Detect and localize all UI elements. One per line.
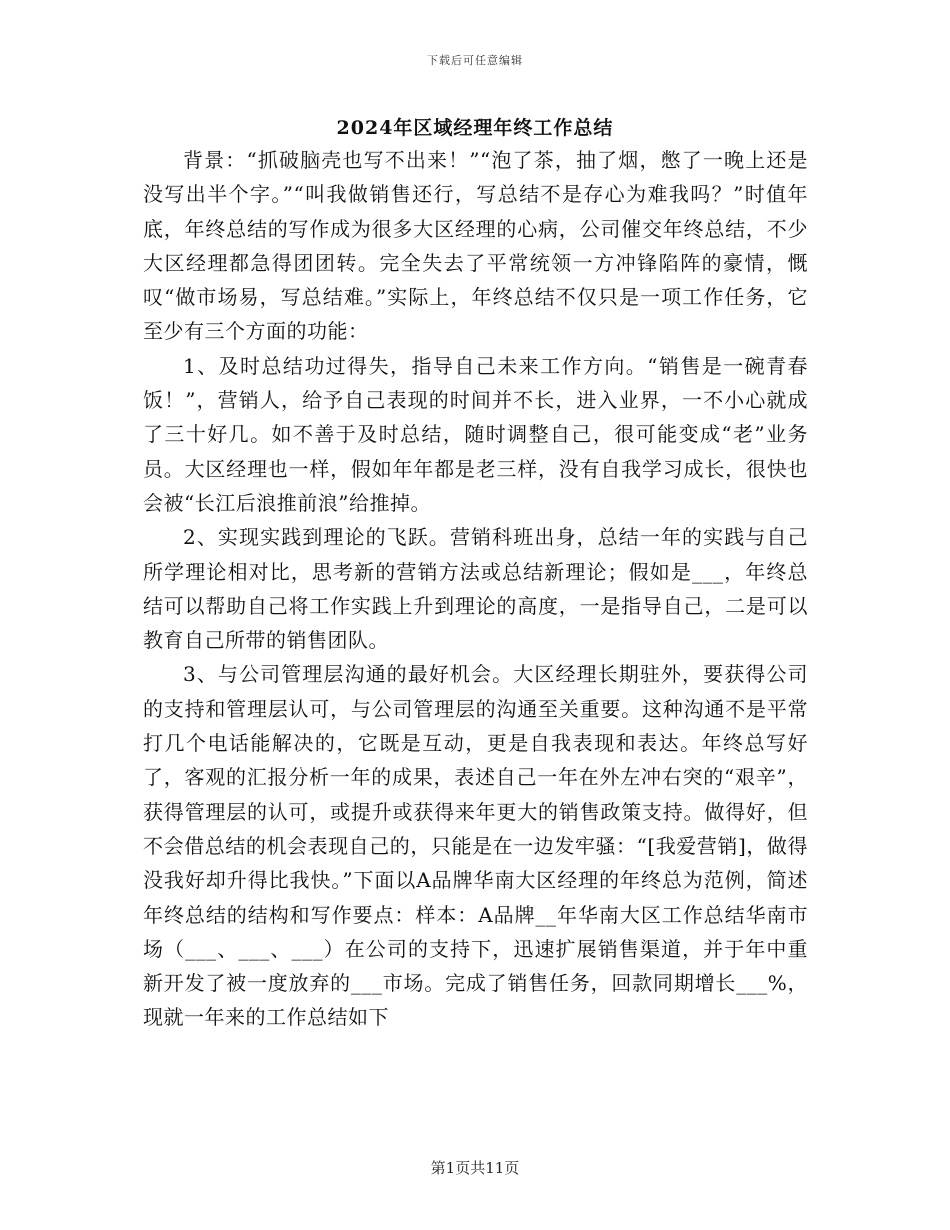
document-title: 2024年区域经理年终工作总结: [336, 117, 614, 139]
paragraph-point-1: 1、及时总结功过得失，指导自己未来工作方向。“销售是一碗青春饭！”，营销人，给予自己表现的时间并不长，进入业界，一不小心就成了三十好几。如不善于及时总结，随时调整自己，很可能变成“老”业务员。大区经理也一样，假如年年都是老三样，没有自我学习成长，很快也会被“长江后浪推前浪”给推掉。: [143, 353, 808, 515]
paragraph-point-2: 2、实现实践到理论的飞跃。营销科班出身，总结一年的实践与自己所学理论相对比，思考新的营销方法或总结新理论；假如是___，年终总结可以帮助自己将工作实践上升到理论的高度，一是指导自己，二是可以教育自己所带的销售团队。: [143, 525, 808, 653]
paragraph-background: 背景：“抓破脑壳也写不出来！”“泡了茶，抽了烟，憋了一晚上还是没写出半个字。”“叫我做销售还行，写总结不是存心为难我吗？”时值年底，年终总结的写作成为很多大区经理的心病，公司催交年终总结，不少大区经理都急得团团转。完全失去了平常统领一方冲锋陷阵的豪情，慨叹“做市场易，写总结难。”实际上，年终总结不仅只是一项工作任务，它至少有三个方面的功能：: [143, 148, 808, 344]
document-body: [143, 143, 808, 1035]
page-footer: 第1页共11页: [430, 1159, 520, 1177]
paragraph-point-3: 3、与公司管理层沟通的最好机会。大区经理长期驻外，要获得公司的支持和管理层认可，与公司管理层的沟通至关重要。这种沟通不是平常打几个电话能解决的，它既是互动，更是自我表现和表达。年终总写好了，客观的汇报分析一年的成果，表述自己一年在外左冲右突的“艰辛”，获得管理层的认可，或提升或获得来年更大的销售政策支持。做得好，但不会借总结的机会表现自己的，只能是在一边发牢骚：“[我爱营销]，做得没我好却升得比我快。”下面以A品牌华南大区经理的年终总为范例，简述年终总结的结构和写作要点：样本：A品牌__年华南大区工作总结华南市场（___、___、___）在公司的支持下，迅速扩展销售渠道，并于年中重新开发了被一度放弃的___市场。完成了销售任务，回款同期增长___%，现就一年来的工作总结如下: [143, 662, 808, 1030]
header-note: 下载后可任意编辑: [427, 54, 523, 67]
